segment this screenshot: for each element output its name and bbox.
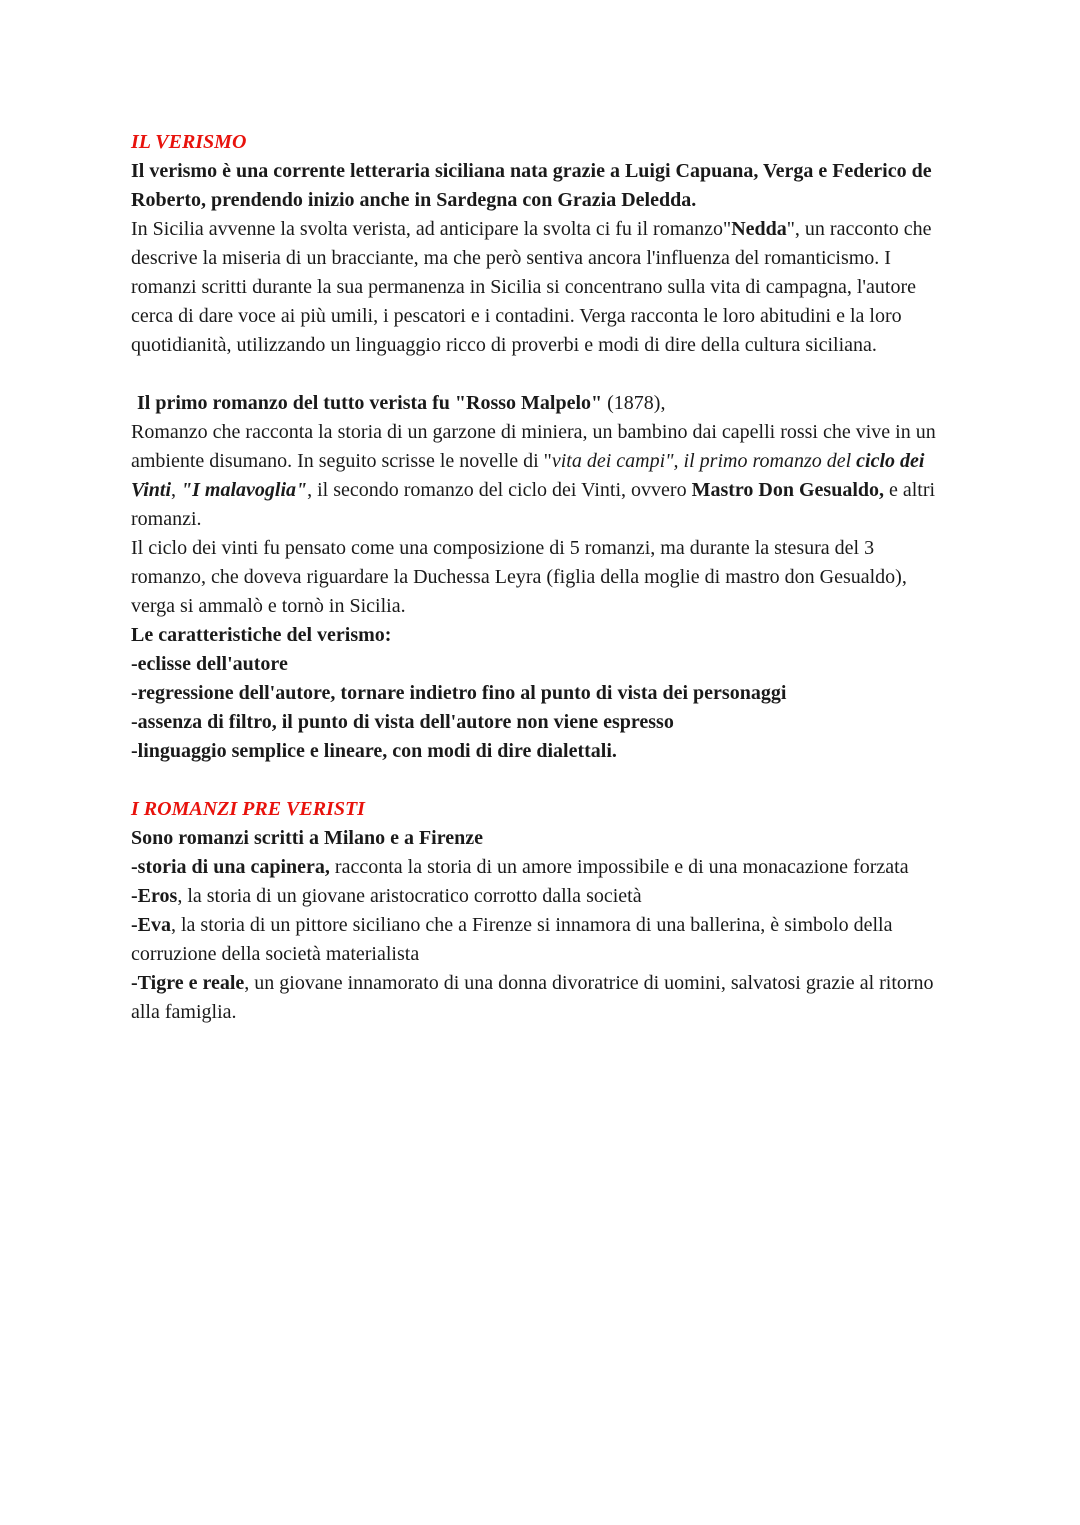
pre-veristi-intro-text: Sono romanzi scritti a Milano e a Firenze [131, 827, 483, 849]
paragraph-text: In Sicilia avvenne la svolta verista, ad anticipare la svolta ci fu il romanzo" [131, 218, 732, 240]
ciclo-dei-vinti: ciclo dei Vinti [131, 450, 925, 501]
feature-item [131, 708, 951, 737]
feature-item [131, 737, 951, 766]
paragraph-text: , il secondo romanzo del ciclo dei Vinti, ovvero [307, 479, 692, 501]
feature-item [131, 679, 951, 708]
nedda-title: Nedda [731, 218, 787, 240]
novel-title: -Tigre e reale [131, 972, 245, 994]
list-item [131, 911, 951, 969]
novel-title: -Eva [131, 914, 171, 936]
rosso-malpelo-text: Il primo romanzo del tutto verista fu "Rosso Malpelo" [137, 392, 603, 414]
section-title-pre-veristi: I ROMANZI PRE VERISTI [131, 798, 365, 820]
section-title-verismo: IL VERISMO [131, 131, 247, 153]
novel-description: , un giovane innamorato di una donna divoratrice di uomini, salvatosi grazie al ritorno alla famiglia. [131, 972, 934, 1023]
mastro-don-gesualdo: Mastro Don Gesualdo, [691, 479, 884, 501]
verismo-intro-text: Il verismo è una corrente letteraria siciliana nata grazie a Luigi Capuana, Verga e Federico de Roberto, prendendo inizio anche in Sardegna con Grazia Deledda. [131, 160, 932, 211]
feature-item-text: -linguaggio semplice e lineare, con modi di dire dialettali. [131, 740, 617, 762]
vita-dei-campi: vita dei campi", il primo romanzo del [551, 450, 857, 472]
spacer [131, 360, 951, 389]
rosso-malpelo-year: (1878), [602, 392, 666, 414]
novel-description: , la storia di un pittore siciliano che a Firenze si innamora di una ballerina, è simbolo della corruzione della società materialista [131, 914, 893, 965]
malavoglia-title: "I malavoglia" [181, 479, 308, 501]
features-title [131, 621, 951, 650]
romanzi-paragraph [131, 418, 951, 534]
feature-item-text: -assenza di filtro, il punto di vista dell'autore non viene espresso [131, 711, 674, 733]
paragraph-text: , [171, 479, 182, 501]
features-title-text: Le caratteristiche del verismo: [131, 624, 392, 646]
pre-veristi-intro [131, 824, 951, 853]
list-item [131, 882, 951, 911]
feature-item-text: -regressione dell'autore, tornare indietro fino al punto di vista dei personaggi [131, 682, 787, 704]
verismo-intro [131, 157, 951, 215]
novel-title: -Eros [131, 885, 178, 907]
novel-description: , la storia di un giovane aristocratico corrotto dalla società [177, 885, 642, 907]
paragraph-text: ", un racconto che descrive la miseria di un bracciante, ma che però sentiva ancora l'influenza del romanticismo. I romanzi scritti durante la sua permanenza in Sicilia si concentrano sulla vita di campagna, l'autore cerca di dare voce ai più umili, i pescatori e i contadini. Verga racconta le loro abitudini e la loro quotidianità, utilizzando un linguaggio ricco di proverbi e modi di dire della cultura siciliana. [131, 218, 932, 356]
novel-title: -storia di una capinera, [131, 856, 330, 878]
list-item [131, 969, 951, 1027]
verismo-paragraph-sicilia [131, 215, 951, 360]
spacer [131, 766, 951, 795]
list-item [131, 853, 951, 882]
feature-item-text: -eclisse dell'autore [131, 653, 288, 675]
rosso-malpelo-line [131, 389, 951, 418]
paragraph-text: e altri romanzi. [131, 479, 936, 530]
document-page [131, 128, 951, 1027]
paragraph-text: Romanzo che racconta la storia di un garzone di miniera, un bambino dai capelli rossi che vive in un ambiente disumano. In seguito scrisse le novelle di " [131, 421, 936, 472]
ciclo-vinti-paragraph: Il ciclo dei vinti fu pensato come una composizione di 5 romanzi, ma durante la stesura del 3 romanzo, che doveva riguardare la Duchessa Leyra (figlia della moglie di mastro don Gesualdo), verga si ammalò e tornò in Sicilia. [131, 537, 907, 617]
novel-description: racconta la storia di un amore impossibile e di una monacazione forzata [329, 856, 909, 878]
feature-item [131, 650, 951, 679]
